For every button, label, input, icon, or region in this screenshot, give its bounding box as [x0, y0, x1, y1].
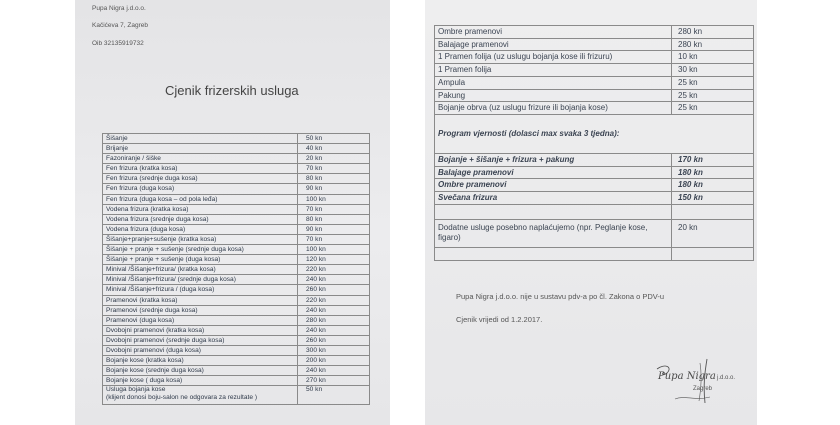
price-cell: 220 kn [298, 295, 370, 305]
table-row [435, 247, 754, 260]
signature-stamp [655, 357, 750, 407]
company-oib: Oib 32135919732 [92, 40, 144, 47]
price-table-continued [434, 25, 754, 261]
price-table [102, 133, 370, 405]
table-row [435, 153, 754, 166]
service-cell: Brijanje [103, 144, 298, 154]
loyalty-program-heading-row [435, 114, 754, 153]
table-row [103, 184, 370, 194]
table-row [103, 386, 370, 405]
service-cell: Dvobojni pramenovi (kratka kosa) [103, 325, 298, 335]
service-cell: Šišanje [103, 134, 298, 144]
service-cell: Fen frizura (duga kosa – od pola leđa) [103, 194, 298, 204]
service-cell: Šišanje+pranje+sušenje (kratka kosa) [103, 234, 298, 244]
price-cell: 25 kn [672, 76, 754, 89]
price-cell: 240 kn [298, 305, 370, 315]
service-cell: 1 Pramen folija (uz uslugu bojanja kose ili frizuru) [435, 51, 672, 64]
price-cell: 180 kn [672, 166, 754, 179]
table-row [103, 154, 370, 164]
price-cell: 70 kn [298, 234, 370, 244]
stamp-suffix: j.d.o.o. [717, 375, 736, 381]
table-row [435, 38, 754, 51]
price-cell: 30 kn [672, 64, 754, 77]
service-cell: Fen frizura (duga kosa) [103, 184, 298, 194]
price-cell: 260 kn [298, 285, 370, 295]
service-cell: Ombre pramenovi [435, 26, 672, 39]
company-address: Kačićeva 7, Zagreb [92, 22, 149, 29]
price-cell: 150 kn [672, 192, 754, 205]
price-cell: 270 kn [298, 376, 370, 386]
service-cell: Bojanje kose (srednje duga kosa) [103, 366, 298, 376]
vat-note: Pupa Nigra j.d.o.o. nije u sustavu pdv-a po čl. Zakona o PDV-u [456, 292, 665, 301]
service-cell: Fen frizura (kratka kosa) [103, 164, 298, 174]
price-cell: 280 kn [298, 315, 370, 325]
table-row [103, 224, 370, 234]
table-row [435, 89, 754, 102]
price-cell: 50 kn [298, 386, 370, 405]
service-cell: Ombre pramenovi [435, 179, 672, 192]
service-cell: Ampula [435, 76, 672, 89]
price-cell: 70 kn [298, 204, 370, 214]
price-cell: 220 kn [298, 265, 370, 275]
table-row [435, 51, 754, 64]
service-cell: Vodena frizura (kratka kosa) [103, 204, 298, 214]
price-cell: 120 kn [298, 255, 370, 265]
table-row [435, 192, 754, 205]
price-cell: 100 kn [298, 194, 370, 204]
table-row [103, 194, 370, 204]
service-cell: Svečana frizura [435, 192, 672, 205]
service-cell: Dvobojni pramenovi (srednje duga kosa) [103, 335, 298, 345]
table-row [103, 366, 370, 376]
table-row [103, 164, 370, 174]
table-row [103, 356, 370, 366]
table-row [103, 275, 370, 285]
service-cell: Bojanje obrva (uz uslugu frizure ili bojanja kose) [435, 102, 672, 115]
table-row [103, 134, 370, 144]
table-row [103, 204, 370, 214]
service-cell: Usluga bojanja kose (klijent donosi boju-salon ne odgovara za rezultate ) [103, 386, 298, 405]
price-cell: 10 kn [672, 51, 754, 64]
price-cell: 260 kn [298, 335, 370, 345]
company-name: Pupa Nigra j.d.o.o. [92, 5, 146, 12]
price-cell: 180 kn [672, 179, 754, 192]
table-row [103, 174, 370, 184]
price-cell: 170 kn [672, 153, 754, 166]
stamp-city: Zagreb [693, 386, 713, 392]
price-cell: 20 kn [298, 154, 370, 164]
service-cell: Šišanje + pranje + sušenje (duga kosa) [103, 255, 298, 265]
table-row [103, 234, 370, 244]
table-row [103, 315, 370, 325]
table-row [103, 265, 370, 275]
table-row [103, 325, 370, 335]
service-cell: Vodena frizura (srednje duga kosa) [103, 214, 298, 224]
price-cell: 25 kn [672, 89, 754, 102]
table-row [103, 144, 370, 154]
table-row [435, 64, 754, 77]
price-list-page-1 [75, 0, 390, 425]
table-row [435, 204, 754, 219]
table-row [435, 166, 754, 179]
price-cell: 280 kn [672, 38, 754, 51]
table-row [435, 76, 754, 89]
price-cell: 240 kn [298, 275, 370, 285]
table-row [103, 305, 370, 315]
service-cell: Minival /Šišanje+frizura / (duga kosa) [103, 285, 298, 295]
table-row [435, 26, 754, 39]
service-cell: Bojanje kose (kratka kosa) [103, 356, 298, 366]
service-cell: Pramenovi (srednje duga kosa) [103, 305, 298, 315]
table-row [103, 345, 370, 355]
price-cell: 300 kn [298, 345, 370, 355]
price-cell: 80 kn [298, 174, 370, 184]
price-cell: 70 kn [298, 164, 370, 174]
validity-note: Cjenik vrijedi od 1.2.2017. [456, 315, 543, 324]
loyalty-program-heading: Program vjernosti (dolasci max svaka 3 tjedna): [435, 114, 754, 153]
price-cell: 200 kn [298, 356, 370, 366]
table-row [103, 376, 370, 386]
service-cell: Pramenovi (kratka kosa) [103, 295, 298, 305]
service-cell: Fazoniranje / šiške [103, 154, 298, 164]
table-row [103, 255, 370, 265]
table-row [103, 295, 370, 305]
price-cell: 90 kn [298, 184, 370, 194]
price-cell: 50 kn [298, 134, 370, 144]
price-cell: 240 kn [298, 325, 370, 335]
table-row [103, 214, 370, 224]
service-cell: Dodatne usluge posebno naplaćujemo (npr. Peglanje kose, figaro) [435, 219, 672, 247]
price-cell: 80 kn [298, 214, 370, 224]
table-row [435, 219, 754, 247]
service-cell: Dvobojni pramenovi (duga kosa) [103, 345, 298, 355]
service-cell: Bojanje kose ( duga kosa) [103, 376, 298, 386]
service-cell: Balajage pramenovi [435, 166, 672, 179]
service-cell: Pakung [435, 89, 672, 102]
service-cell: Pramenovi (duga kosa) [103, 315, 298, 325]
table-row [103, 335, 370, 345]
price-cell: 280 kn [672, 26, 754, 39]
price-cell: 100 kn [298, 245, 370, 255]
service-cell: Minival /Šišanje+frizura/ (kratka kosa) [103, 265, 298, 275]
service-cell: Vodena frizura (duga kosa) [103, 224, 298, 234]
table-row [435, 102, 754, 115]
price-cell: 25 kn [672, 102, 754, 115]
page-title: Cjenik frizerskih usluga [165, 83, 299, 98]
table-row [103, 285, 370, 295]
price-cell: 90 kn [298, 224, 370, 234]
service-cell: 1 Pramen folija [435, 64, 672, 77]
table-row [435, 179, 754, 192]
service-cell: Fen frizura (srednje duga kosa) [103, 174, 298, 184]
service-cell: Šišanje + pranje + sušenje (srednje duga kosa) [103, 245, 298, 255]
price-cell: 240 kn [298, 366, 370, 376]
price-cell: 40 kn [298, 144, 370, 154]
stamp-name: Pupa Nigra [658, 371, 716, 382]
service-cell: Balajage pramenovi [435, 38, 672, 51]
price-cell: 20 kn [672, 219, 754, 247]
table-row [103, 245, 370, 255]
service-cell: Bojanje + šišanje + frizura + pakung [435, 153, 672, 166]
service-cell: Minival /Šišanje+frizura/ (srednje duga kosa) [103, 275, 298, 285]
